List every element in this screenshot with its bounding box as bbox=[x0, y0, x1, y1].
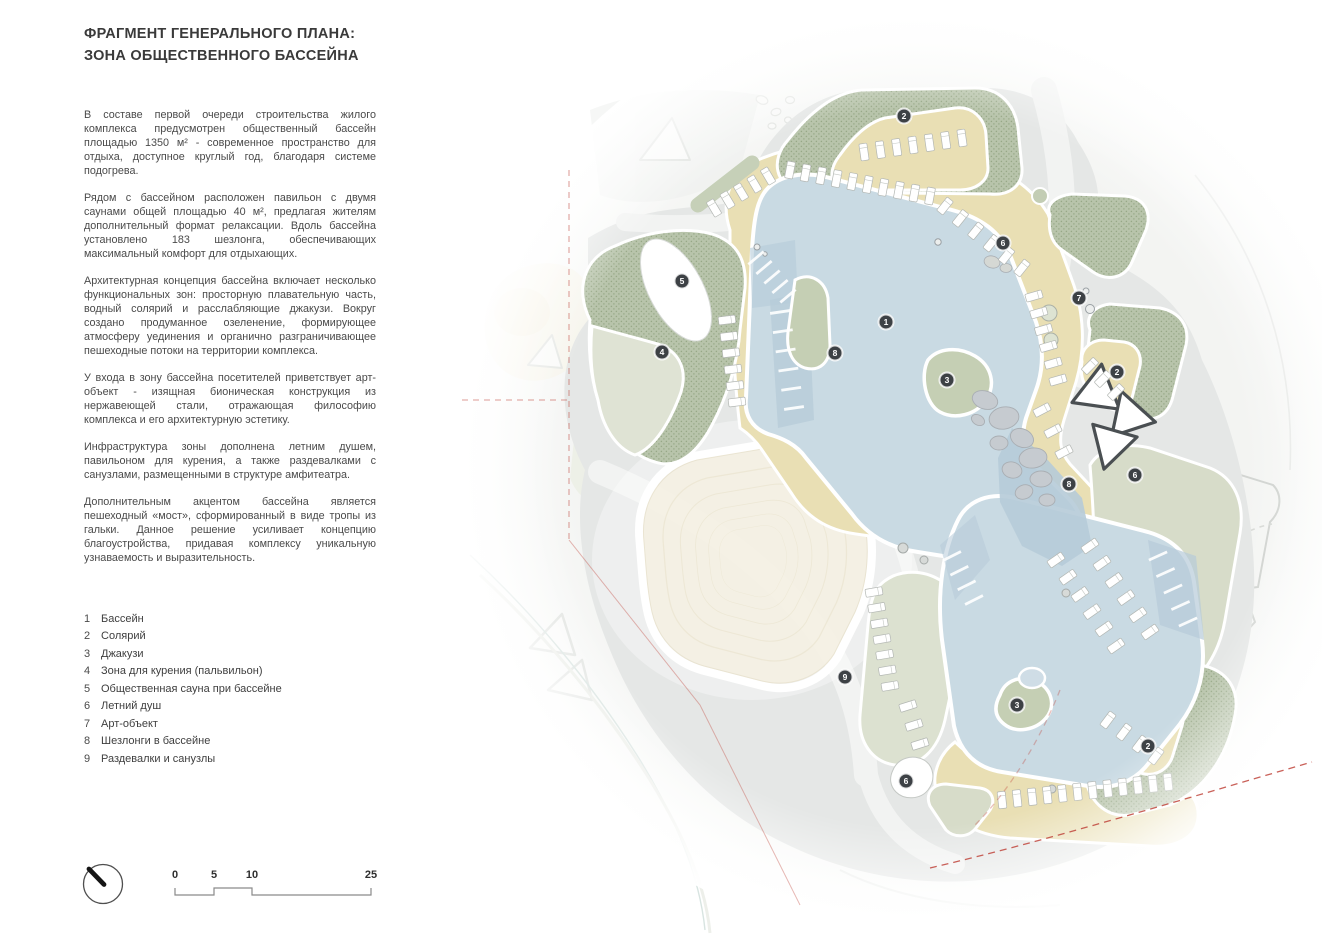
legend-item bbox=[84, 753, 376, 765]
description-paragraph: У входа в зону бассейна посетителей приветствует арт-объект - изящная бионическая конструкция из нержавеющей стали, отражающая философию комплекса и его архитектурную эстетику. bbox=[84, 371, 376, 426]
legend-item-label: Бассейн bbox=[101, 612, 144, 625]
svg-text:6: 6 bbox=[1000, 238, 1006, 248]
plan-marker-6 bbox=[899, 774, 914, 789]
legend-item-label: Солярий bbox=[101, 630, 146, 642]
plan-marker-6 bbox=[1128, 468, 1143, 483]
svg-text:8: 8 bbox=[832, 348, 838, 358]
svg-text:3: 3 bbox=[944, 375, 950, 385]
legend-item-number: 2 bbox=[84, 630, 91, 642]
svg-text:2: 2 bbox=[901, 111, 907, 121]
legend-item-label: Джакузи bbox=[101, 647, 144, 660]
plan-marker-2 bbox=[1110, 365, 1125, 380]
plan-marker-9 bbox=[838, 670, 853, 685]
plan-marker-3 bbox=[940, 373, 955, 388]
svg-text:7: 7 bbox=[1076, 293, 1082, 303]
svg-text:8: 8 bbox=[1066, 479, 1072, 489]
legend-item-label: Раздевалки и санузлы bbox=[101, 752, 216, 765]
svg-text:2: 2 bbox=[1145, 741, 1151, 751]
plan-marker-5 bbox=[675, 274, 690, 289]
legend-item bbox=[84, 718, 376, 730]
plan-marker-1 bbox=[879, 315, 894, 330]
description-paragraph: Рядом с бассейном расположен павильон с двумя саунами общей площадью 40 м², предлагая жителям дополнительный формат релаксации. Вдоль бассейна установлено 183 шезлонга, обеспечивающих максимальный комфорт для отдыхающих. bbox=[84, 191, 376, 260]
legend-item-label: Летний душ bbox=[101, 700, 162, 712]
legend-item-number: 9 bbox=[84, 752, 91, 765]
plan-marker-7 bbox=[1072, 291, 1087, 306]
legend-item-number: 3 bbox=[84, 647, 91, 660]
plan-marker-4 bbox=[655, 345, 670, 360]
legend-item bbox=[84, 665, 376, 677]
svg-text:6: 6 bbox=[1132, 470, 1138, 480]
scale-label-10: 10 bbox=[245, 869, 259, 881]
svg-text:2: 2 bbox=[1114, 367, 1120, 377]
page-title: ФРАГМЕНТ ГЕНЕРАЛЬНОГО ПЛАНА: ЗОНА ОБЩЕСТВЕННОГО БАССЕЙНА bbox=[84, 26, 359, 64]
plan-marker-3 bbox=[1010, 698, 1025, 713]
description-paragraph: В составе первой очереди строительства жилого комплекса предусмотрен общественный бассейн площадью 1350 м² - современное пространство для отдыха, доступное круглый год, благодаря системе подогрева. bbox=[84, 108, 376, 177]
description-paragraph: Архитектурная концепция бассейна включает несколько функциональных зон: просторную плавательную часть, водный солярий и расслабляющие джакузи. Вокруг создано продуманное озеленение, формирующее атмосферу уединения и органично разграничивающее пешеходные потоки на территории комплекса. bbox=[84, 274, 376, 357]
plan-edge-fade bbox=[444, 0, 1322, 935]
legend-item bbox=[84, 700, 376, 712]
legend-item-number: 4 bbox=[84, 665, 91, 677]
svg-text:9: 9 bbox=[842, 672, 848, 682]
svg-text:6: 6 bbox=[903, 776, 909, 786]
plan-marker-2 bbox=[1141, 739, 1156, 754]
legend-item-number: 8 bbox=[84, 735, 91, 747]
description-paragraph: Дополнительным акцентом бассейна является пешеходный «мост», сформированный в виде тропы из гальки. Данное решение усиливает концепцию благоустройства, придавая комплексу уникальную узнаваемость и выразительность. bbox=[84, 495, 376, 564]
legend-item-number: 7 bbox=[84, 717, 91, 730]
legend-item-label: Шезлонги в бассейне bbox=[101, 735, 211, 747]
scale-bar bbox=[165, 860, 395, 910]
legend-item bbox=[84, 735, 376, 747]
svg-text:5: 5 bbox=[679, 276, 685, 286]
description bbox=[84, 108, 376, 565]
plan-marker-2 bbox=[897, 109, 912, 124]
scale-label-5: 5 bbox=[210, 869, 218, 881]
scale-bar-line bbox=[175, 888, 371, 895]
text-column bbox=[84, 24, 376, 770]
sheet-footer bbox=[81, 860, 501, 920]
plan-marker-8 bbox=[1062, 477, 1077, 492]
svg-text:4: 4 bbox=[659, 347, 665, 357]
scale-label-0: 0 bbox=[171, 869, 179, 881]
legend-item-number: 5 bbox=[84, 682, 91, 695]
plan-marker-8 bbox=[828, 346, 843, 361]
north-arrow-icon bbox=[81, 862, 125, 906]
legend-item-label: Арт-объект bbox=[101, 717, 158, 730]
legend-item-label: Общественная сауна при бассейне bbox=[101, 682, 282, 695]
svg-text:3: 3 bbox=[1014, 700, 1020, 710]
legend-item-label: Зона для курения (пальвильон) bbox=[101, 665, 263, 677]
legend-item-number: 1 bbox=[84, 612, 91, 625]
scale-label-25: 25 bbox=[364, 869, 378, 881]
legend-item bbox=[84, 613, 376, 625]
plan-marker-6 bbox=[996, 236, 1011, 251]
legend-item bbox=[84, 648, 376, 660]
legend-item bbox=[84, 683, 376, 695]
legend-list bbox=[84, 613, 376, 765]
legend-item-number: 6 bbox=[84, 700, 91, 712]
svg-text:1: 1 bbox=[883, 317, 889, 327]
description-paragraph: Инфраструктура зоны дополнена летним душем, павильоном для курения, а также раздевалками с санузлами, размещенными в структуре амфитеатра. bbox=[84, 440, 376, 481]
legend-item bbox=[84, 630, 376, 642]
